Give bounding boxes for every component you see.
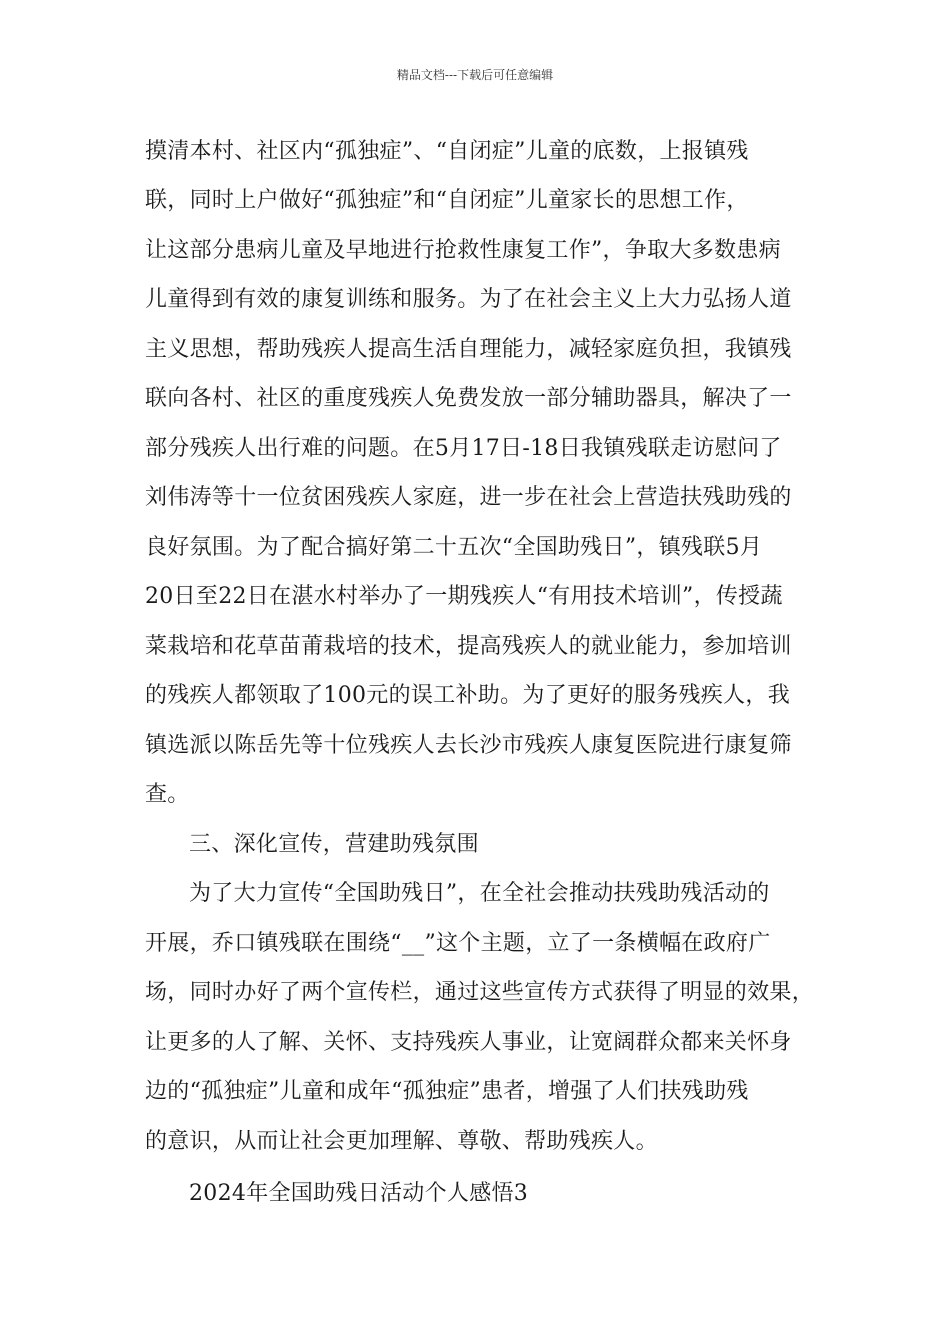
page-header: 精品文档---下载后可任意编辑	[396, 68, 554, 82]
body-line: 让更多的人了解、关怀、支持残疾人事业，让宽阔群众都来关怀身	[145, 1030, 792, 1055]
body-line: 摸清本村、社区内“孤独症”、“自闭症”儿童的底数，上报镇残	[145, 139, 749, 164]
body-line: 的意识，从而让社会更加理解、尊敬、帮助残疾人。	[145, 1129, 658, 1154]
body-line: 场，同时办好了两个宣传栏，通过这些宣传方式获得了明显的效果，	[145, 980, 815, 1005]
body-line: 的残疾人都领取了100元的误工补助。为了更好的服务残疾人，我	[145, 683, 790, 708]
body-line: 菜栽培和花草苗莆栽培的技术，提高残疾人的就业能力，参加培训	[145, 634, 792, 659]
body-line: 联向各村、社区的重度残疾人免费发放一部分辅助器具，解决了一	[145, 386, 792, 411]
body-line: 刘伟涛等十一位贫困残疾人家庭，进一步在社会上营造扶残助残的	[145, 485, 792, 510]
body-line: 边的“孤独症”儿童和成年“孤独症”患者，增强了人们扶残助残	[145, 1079, 749, 1104]
body-line: 开展，乔口镇残联在围绕“__”这个主题，立了一条横幅在政府广	[145, 931, 771, 956]
body-line: 为了大力宣传“全国助残日”，在全社会推动扶残助残活动的	[189, 881, 770, 906]
body-line: 儿童得到有效的康复训练和服务。为了在社会主义上大力弘扬人道	[145, 287, 792, 312]
body-line: 让这部分患病儿童及早地进行抢救性康复工作”，争取大多数患病	[145, 238, 781, 263]
body-line: 主义思想，帮助残疾人提高生活自理能力，减轻家庭负担，我镇残	[145, 337, 792, 362]
body-line: 镇选派以陈岳先等十位残疾人去长沙市残疾人康复医院进行康复筛	[145, 733, 792, 758]
body-line: 20日至22日在湛水村举办了一期残疾人“有用技术培训”，传授蔬	[145, 584, 783, 609]
section-heading: 三、深化宣传，营建助残氛围	[189, 832, 479, 857]
body-line: 查。	[145, 782, 190, 807]
body-line: 部分残疾人出行难的问题。在5月17日-18日我镇残联走访慰问了	[145, 436, 782, 461]
body-line: 联，同时上户做好“孤独症”和“自闭症”儿童家长的思想工作，	[145, 188, 749, 213]
article-title: 2024年全国助残日活动个人感悟3	[189, 1181, 529, 1206]
body-line: 良好氛围。为了配合搞好第二十五次“全国助残日”，镇残联5月	[145, 535, 763, 560]
